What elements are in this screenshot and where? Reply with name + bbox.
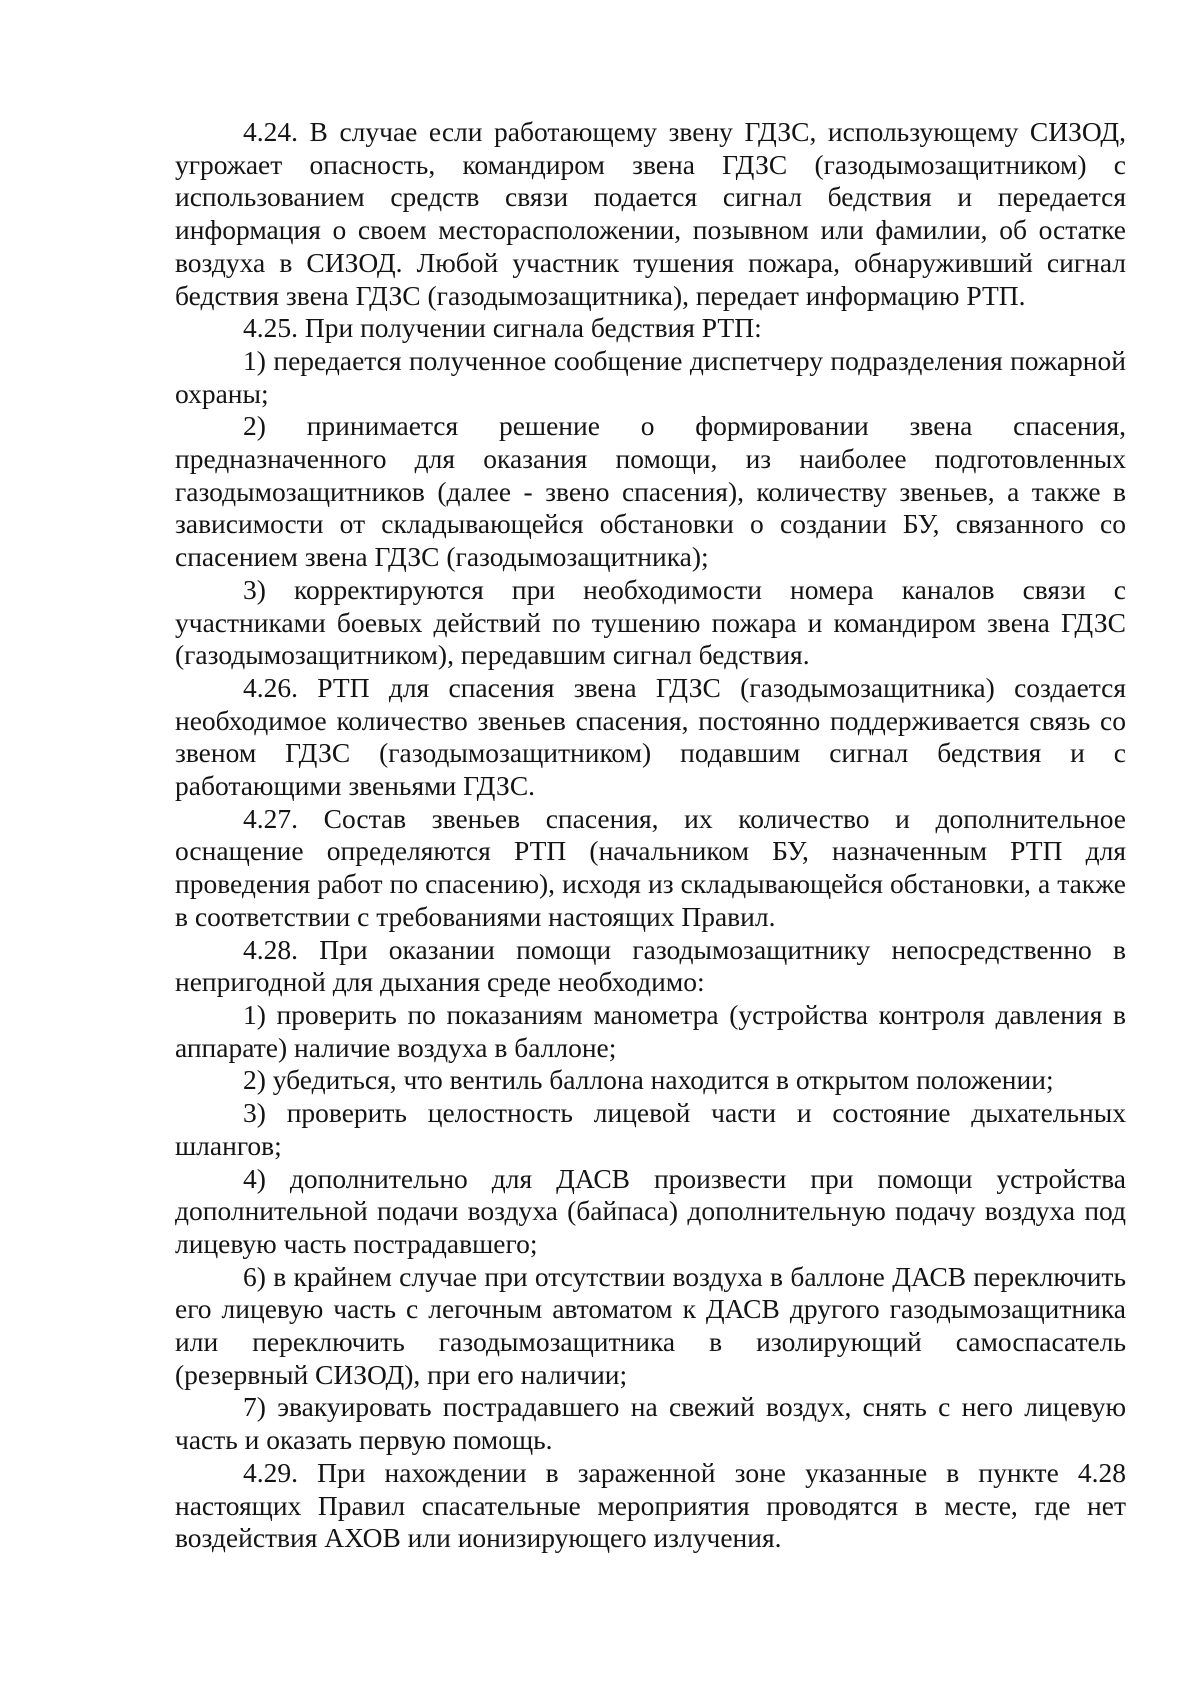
paragraph-4-29: 4.29. При нахождении в зараженной зоне указанные в пункте 4.28 настоящих Правил спасательные мероприятия проводятся в месте, где нет воздействия АХОВ или ионизирующего излучения. (175, 1456, 1126, 1554)
list-item-4-25-1: 1) передается полученное сообщение диспетчеру подразделения пожарной охраны; (175, 344, 1126, 409)
paragraph-4-24: 4.24. В случае если работающему звену ГДЗС, использующему СИЗОД, угрожает опасность, командиром звена ГДЗС (газодымозащитником) с использованием средств связи подается сигнал бедствия и передается информация о своем месторасположении, позывном или фамилии, об остатке воздуха в СИЗОД. Любой участник тушения пожара, обнаруживший сигнал бедствия звена ГДЗС (газодымозащитника), передает информацию РТП. (175, 116, 1126, 311)
list-item-4-28-4: 4) дополнительно для ДАСВ произвести при помощи устройства дополнительной подачи воздуха (байпаса) дополнительную подачу воздуха под лицевую часть пострадавшего; (175, 1162, 1126, 1259)
list-item-4-28-7: 7) эвакуировать пострадавшего на свежий воздух, снять с него лицевую часть и оказать первую помощь. (175, 1391, 1126, 1456)
paragraph-4-26: 4.26. РТП для спасения звена ГДЗС (газодымозащитника) создается необходимое количество звеньев спасения, постоянно поддерживается связь со звеном ГДЗС (газодымозащитником) подавшим сигнал бедствия и с работающими звеньями ГДЗС. (175, 671, 1126, 802)
paragraph-4-25: 4.25. При получении сигнала бедствия РТП: (243, 312, 762, 344)
paragraph-4-28: 4.28. При оказании помощи газодымозащитнику непосредственно в непригодной для дыхания среде необходимо: (175, 933, 1126, 998)
list-item-4-28-3: 3) проверить целостность лицевой части и состояние дыхательных шлангов; (175, 1097, 1126, 1161)
paragraph-4-27: 4.27. Состав звеньев спасения, их количество и дополнительное оснащение определяются РТП (начальником БУ, назначенным РТП для проведения работ по спасению), исходя из складывающейся обстановки, а также в соответствии с требованиями настоящих Правил. (175, 802, 1126, 932)
list-item-4-28-2: 2) убедиться, что вентиль баллона находится в открытом положении; (243, 1064, 1054, 1096)
list-item-4-28-6: 6) в крайнем случае при отсутствии воздуха в баллоне ДАСВ переключить его лицевую часть с легочным автоматом к ДАСВ другого газодымозащитника или переключить газодымозащитника в изолирующий самоспасатель (резервный СИЗОД), при его наличии; (175, 1260, 1126, 1390)
document-body (175, 116, 1126, 1555)
list-item-4-25-3: 3) корректируются при необходимости номера каналов связи с участниками боевых действий по тушению пожара и командиром звена ГДЗС (газодымозащитником), передавшим сигнал бедствия. (175, 573, 1126, 671)
list-item-4-28-1: 1) проверить по показаниям манометра (устройства контроля давления в аппарате) наличие воздуха в баллоне; (175, 998, 1126, 1063)
list-item-4-25-2: 2) принимается решение о формировании звена спасения, предназначенного для оказания помощи, из наиболее подготовленных газодымозащитников (далее - звено спасения), количеству звеньев, а также в зависимости от складывающейся обстановки о создании БУ, связанного со спасением звена ГДЗС (газодымозащитника); (175, 410, 1126, 573)
